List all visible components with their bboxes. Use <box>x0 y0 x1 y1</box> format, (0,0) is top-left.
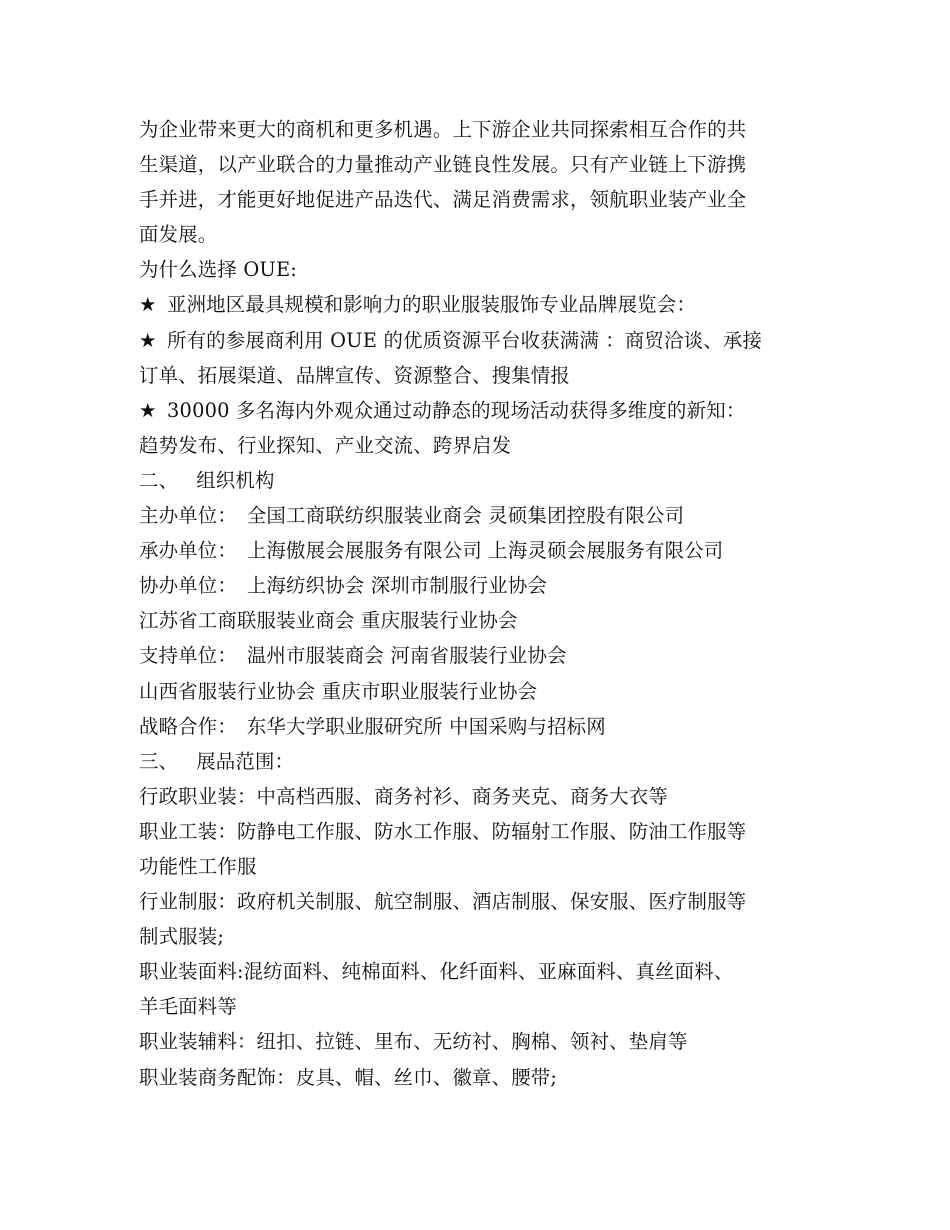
section-organization <box>139 463 819 744</box>
bullet-text: 所有的参展商利用 OUE 的优质资源平台收获满满 ：商贸洽谈、承接 <box>167 328 763 352</box>
organizer-line: 主办单位： 全国工商联纺织服装业商会 灵硕集团控股有限公司 <box>139 504 685 528</box>
bullet-list <box>139 287 819 462</box>
bullet-continuation: 趋势发布、行业探知、产业交流、跨界启发 <box>139 433 512 457</box>
bullet-text: 亚洲地区最具规模和影响力的职业服装服饰专业品牌展览会： <box>167 293 696 317</box>
why-heading: 为什么选择 OUE: <box>139 258 298 282</box>
star-icon: ★ <box>139 328 157 352</box>
exhibit-line: 制式服装; <box>139 925 225 949</box>
exhibit-line: 羊毛面料等 <box>139 995 237 1019</box>
document-page <box>139 112 819 1095</box>
intro-line: 生渠道，以产业联合的力量推动产业链良性发展。只有产业链上下游携 <box>139 153 747 177</box>
organizer-line: 协办单位： 上海纺织协会 深圳市制服行业协会 <box>139 574 548 598</box>
intro-paragraph <box>139 112 819 252</box>
organizer-line: 承办单位： 上海傲展会展服务有限公司 上海灵硕会展服务有限公司 <box>139 539 724 563</box>
section-number: 三、 <box>139 749 179 773</box>
bullet-item <box>139 323 819 358</box>
section-heading <box>139 744 819 779</box>
star-icon: ★ <box>139 293 157 317</box>
section-heading <box>139 463 819 498</box>
exhibit-line: 行业制服：政府机关制服、航空制服、酒店制服、保安服、医疗制服等 <box>139 890 747 914</box>
bullet-text: 30000 多名海内外观众通过动静态的现场活动获得多维度的新知： <box>167 398 746 422</box>
exhibit-line: 职业装商务配饰：皮具、帽、丝巾、徽章、腰带; <box>139 1065 558 1089</box>
exhibit-line: 职业工装：防静电工作服、防水工作服、防辐射工作服、防油工作服等 <box>139 819 747 843</box>
exhibit-line: 功能性工作服 <box>139 854 257 878</box>
organizer-line: 山西省服装行业协会 重庆市职业服装行业协会 <box>139 679 538 703</box>
section-title: 展品范围： <box>196 749 295 773</box>
exhibit-line: 职业装辅料：纽扣、拉链、里布、无纺衬、胸棉、领衬、垫肩等 <box>139 1030 688 1054</box>
intro-line: 手并进，才能更好地促进产品迭代、满足消费需求，领航职业装产业全 <box>139 188 747 212</box>
bullet-continuation: 订单、拓展渠道、品牌宣传、资源整合、搜集情报 <box>139 363 570 387</box>
organizer-line: 战略合作： 东华大学职业服研究所 中国采购与招标网 <box>139 714 606 738</box>
star-icon: ★ <box>139 398 157 422</box>
section-number: 二、 <box>139 468 179 492</box>
organizer-line: 江苏省工商联服装业商会 重庆服装行业协会 <box>139 609 518 633</box>
bullet-item <box>139 393 819 428</box>
organizer-line: 支持单位： 温州市服装商会 河南省服装行业协会 <box>139 644 567 668</box>
exhibit-line: 行政职业装：中高档西服、商务衬衫、商务夹克、商务大衣等 <box>139 784 668 808</box>
bullet-item <box>139 287 819 322</box>
section-title: 组织机构 <box>196 468 275 492</box>
intro-line: 面发展。 <box>139 223 218 247</box>
intro-line: 为企业带来更大的商机和更多机遇。上下游企业共同探索相互合作的共 <box>139 118 747 141</box>
section-exhibit-scope <box>139 744 819 1095</box>
exhibit-line: 职业装面料:混纺面料、纯棉面料、化纤面料、亚麻面料、真丝面料、 <box>139 960 734 984</box>
